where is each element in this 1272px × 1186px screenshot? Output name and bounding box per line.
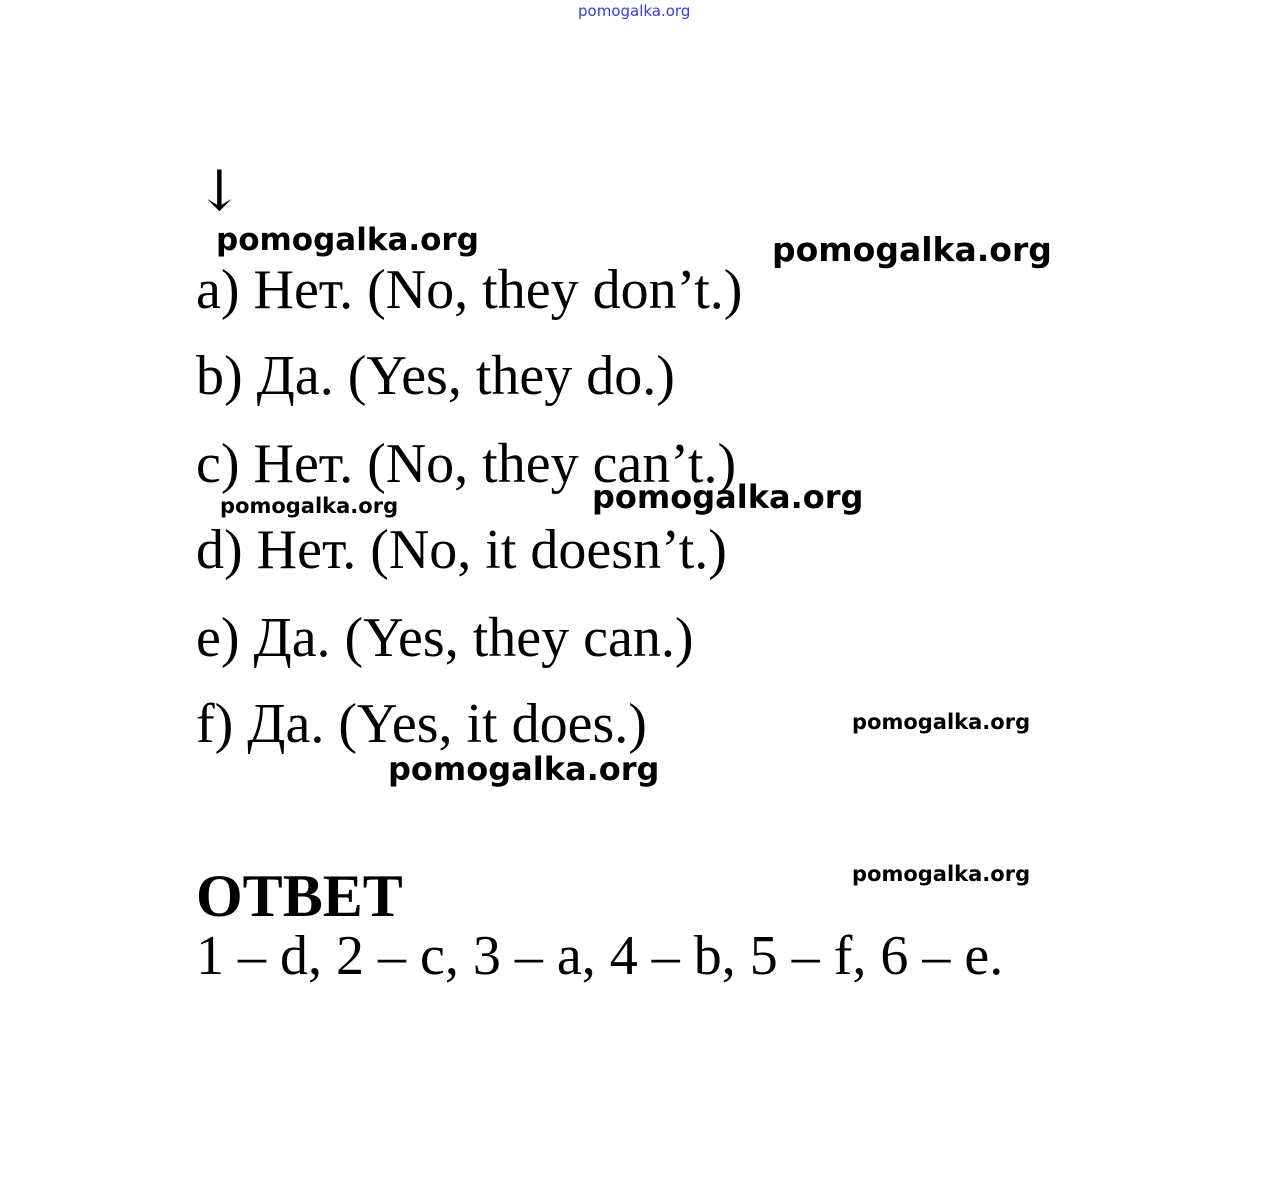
watermark: pomogalka.org [216, 222, 479, 258]
answer-line-c: c) Нет. (No, they can’t.) [196, 433, 737, 495]
answer-line-d: d) Нет. (No, it doesn’t.) [196, 519, 727, 581]
watermark: pomogalka.org [592, 478, 864, 516]
watermark: pomogalka.org [852, 710, 1031, 734]
answer-heading: ОТВЕТ [196, 863, 403, 929]
watermark: pomogalka.org [772, 230, 1052, 269]
watermark: pomogalka.org [220, 494, 399, 518]
watermark: pomogalka.org [388, 750, 660, 788]
answer-line-f: f) Да. (Yes, it does.) [196, 693, 647, 755]
down-arrow-icon: ↓ [196, 159, 243, 224]
answer-line-e: e) Да. (Yes, they can.) [196, 607, 694, 669]
answer-line-b: b) Да. (Yes, they do.) [196, 345, 675, 407]
top-site-watermark: pomogalka.org [578, 2, 691, 20]
answer-line-a: a) Нет. (No, they don’t.) [196, 259, 743, 321]
watermark: pomogalka.org [852, 862, 1031, 886]
answer-key: 1 – d, 2 – c, 3 – a, 4 – b, 5 – f, 6 – e. [196, 925, 1004, 987]
